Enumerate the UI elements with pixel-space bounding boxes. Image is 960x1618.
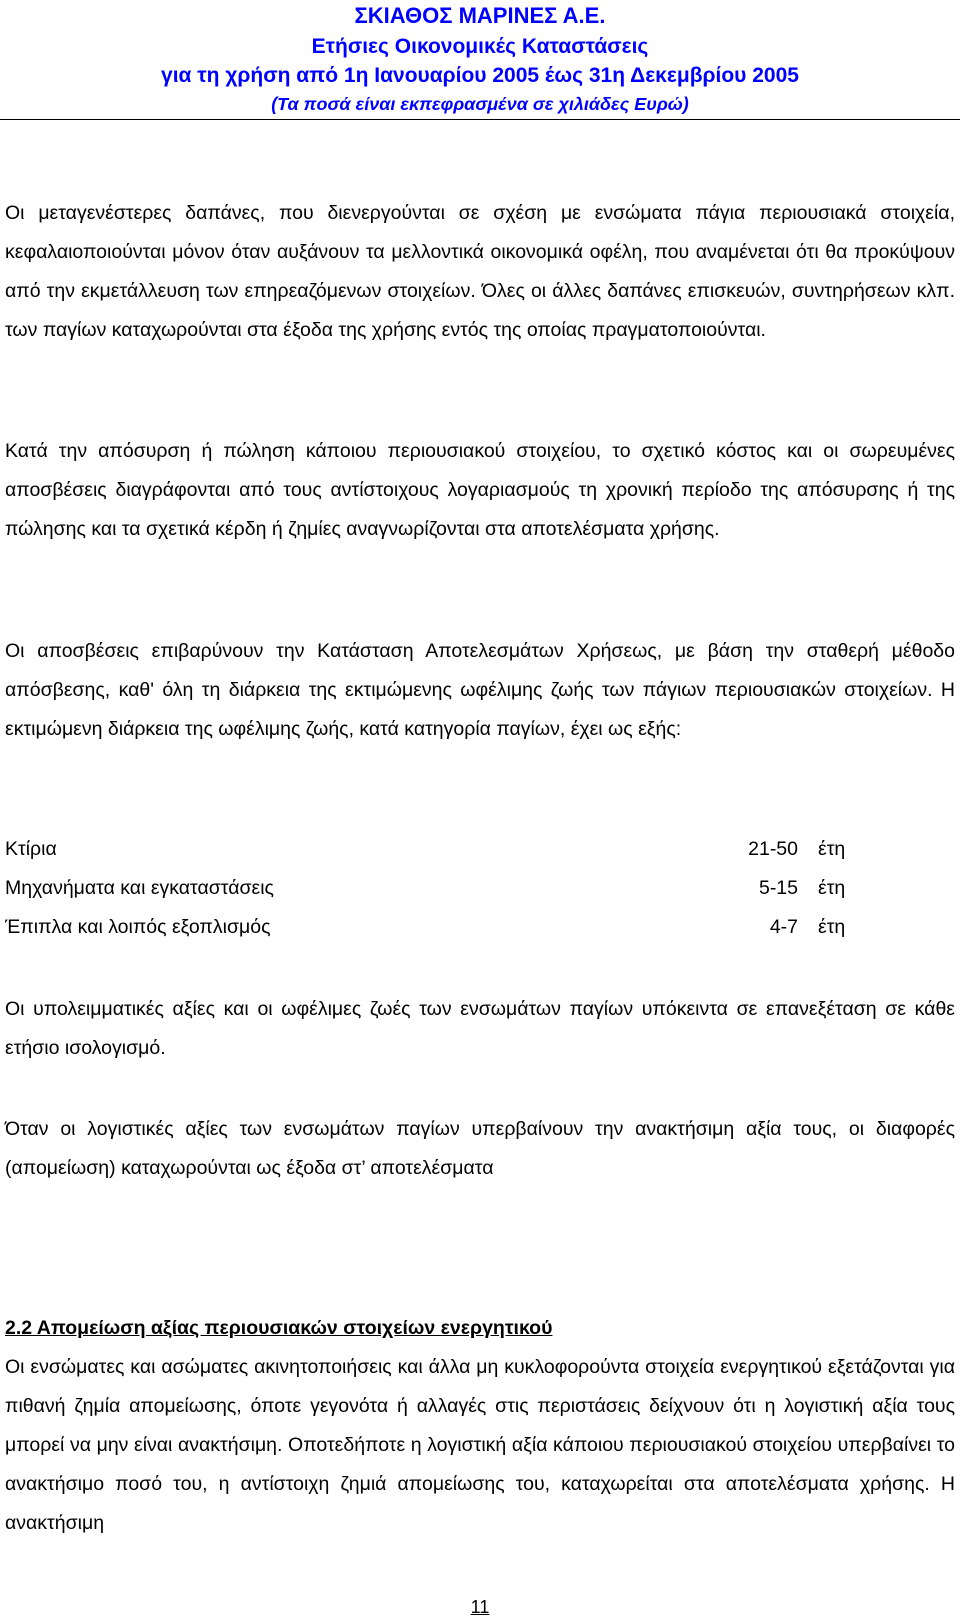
life-unit: έτη: [818, 916, 846, 938]
paragraph-impairment-difference: Όταν οι λογιστικές αξίες των ενσωμάτων παγίων υπερβαίνουν την ανακτήσιμη αξία τους, οι διαφορές (απομείωση) καταχωρούνται ως έξοδα στ’ αποτελέσματα: [5, 1118, 955, 1179]
life-unit: έτη: [818, 877, 846, 899]
company-name: ΣΚΙΑΘΟΣ ΜΑΡΙΝΕΣ Α.Ε.: [354, 3, 606, 28]
useful-life-table: [5, 830, 960, 947]
useful-life-row: [5, 908, 960, 947]
currency-note: (Τα ποσά είναι εκπεφρασμένα σε χιλιάδες Ευρώ): [271, 94, 689, 114]
section-heading: 2.2 Απομείωση αξίας περιουσιακών στοιχείων ενεργητικού: [5, 1317, 553, 1339]
useful-life-row: [5, 869, 960, 908]
useful-life-row: [5, 830, 960, 869]
asset-category: Μηχανήματα και εγκαταστάσεις: [5, 877, 274, 899]
page-number: [0, 1596, 960, 1618]
report-title: Ετήσιες Οικονομικές Καταστάσεις: [311, 35, 649, 58]
life-range: 4-7: [769, 916, 798, 938]
paragraph-depreciation: Οι αποσβέσεις επιβαρύνουν την Κατάσταση Αποτελεσμάτων Χρήσεως, με βάση την σταθερή μέθοδο απόσβεσης, καθ' όλη τη διάρκεια της εκτιμώμενης ωφέλιμης ζωής των πάγιων περιουσιακών στοιχείων. Η εκτιμώμενη διάρκεια της ωφέλιμης ζωής, κατά κατηγορία παγίων, έχει ως εξής:: [5, 640, 955, 740]
life-range: 5-15: [758, 877, 798, 899]
paragraph-residual-values: Οι υπολειμματικές αξίες και οι ωφέλιμες ζωές των ενσωμάτων παγίων υπόκειντα σε επανεξέταση σε κάθε ετήσιο ισολογισμό.: [5, 998, 955, 1059]
life-range: 21-50: [748, 838, 798, 860]
paragraph-subsequent-costs: Οι μεταγενέστερες δαπάνες, που διενεργούνται σε σχέση με ενσώματα πάγια περιουσιακά στοιχεία, κεφαλαιοποιούνται μόνον όταν αυξάνουν τα μελλοντικά οικονομικά οφέλη, που αναμένεται ότι θα προκύψουν από την εκμετάλλευση των επηρεαζόμενων στοιχείων. Όλες οι άλλες δαπάνες επισκευών, συντηρήσεων κλπ. των παγίων καταχωρούνται στα έξοδα της χρήσης εντός της οποίας πραγματοποιούνται.: [5, 202, 955, 341]
asset-category: Έπιπλα και λοιπός εξοπλισμός: [5, 916, 271, 938]
paragraph-disposal: Κατά την απόσυρση ή πώληση κάποιου περιουσιακού στοιχείου, το σχετικό κόστος και οι σωρευμένες αποσβέσεις διαγράφονται από τους αντίστοιχους λογαριασμούς τη χρονική περίοδο της απόσυρσης ή της πώλησης και τα σχετικά κέρδη ή ζημίες αναγνωρίζονται στα αποτελέσματα χρήσης.: [5, 440, 955, 540]
page-number-value: 11: [470, 1597, 490, 1617]
asset-category: Κτίρια: [5, 838, 57, 860]
header-divider: [0, 119, 960, 120]
report-period: για τη χρήση από 1η Ιανουαρίου 2005 έως 31η Δεκεμβρίου 2005: [161, 64, 799, 87]
life-unit: έτη: [818, 838, 846, 860]
paragraph-impairment: Οι ενσώματες και ασώματες ακινητοποιήσεις και άλλα μη κυκλοφορούντα στοιχεία ενεργητικού εξετάζονται για πιθανή ζημία απομείωσης, όποτε γεγονότα ή αλλαγές στις περιστάσεις δείχνουν ότι η λογιστική αξία τους μπορεί να μην είναι ανακτήσιμη. Οποτεδήποτε η λογιστική αξία κάποιου περιουσιακού στοιχείου υπερβαίνει το ανακτήσιμο ποσό του, η αντίστοιχη ζημιά απομείωσης του, καταχωρείται στα αποτελέσματα χρήσης. Η ανακτήσιμη: [5, 1356, 955, 1534]
